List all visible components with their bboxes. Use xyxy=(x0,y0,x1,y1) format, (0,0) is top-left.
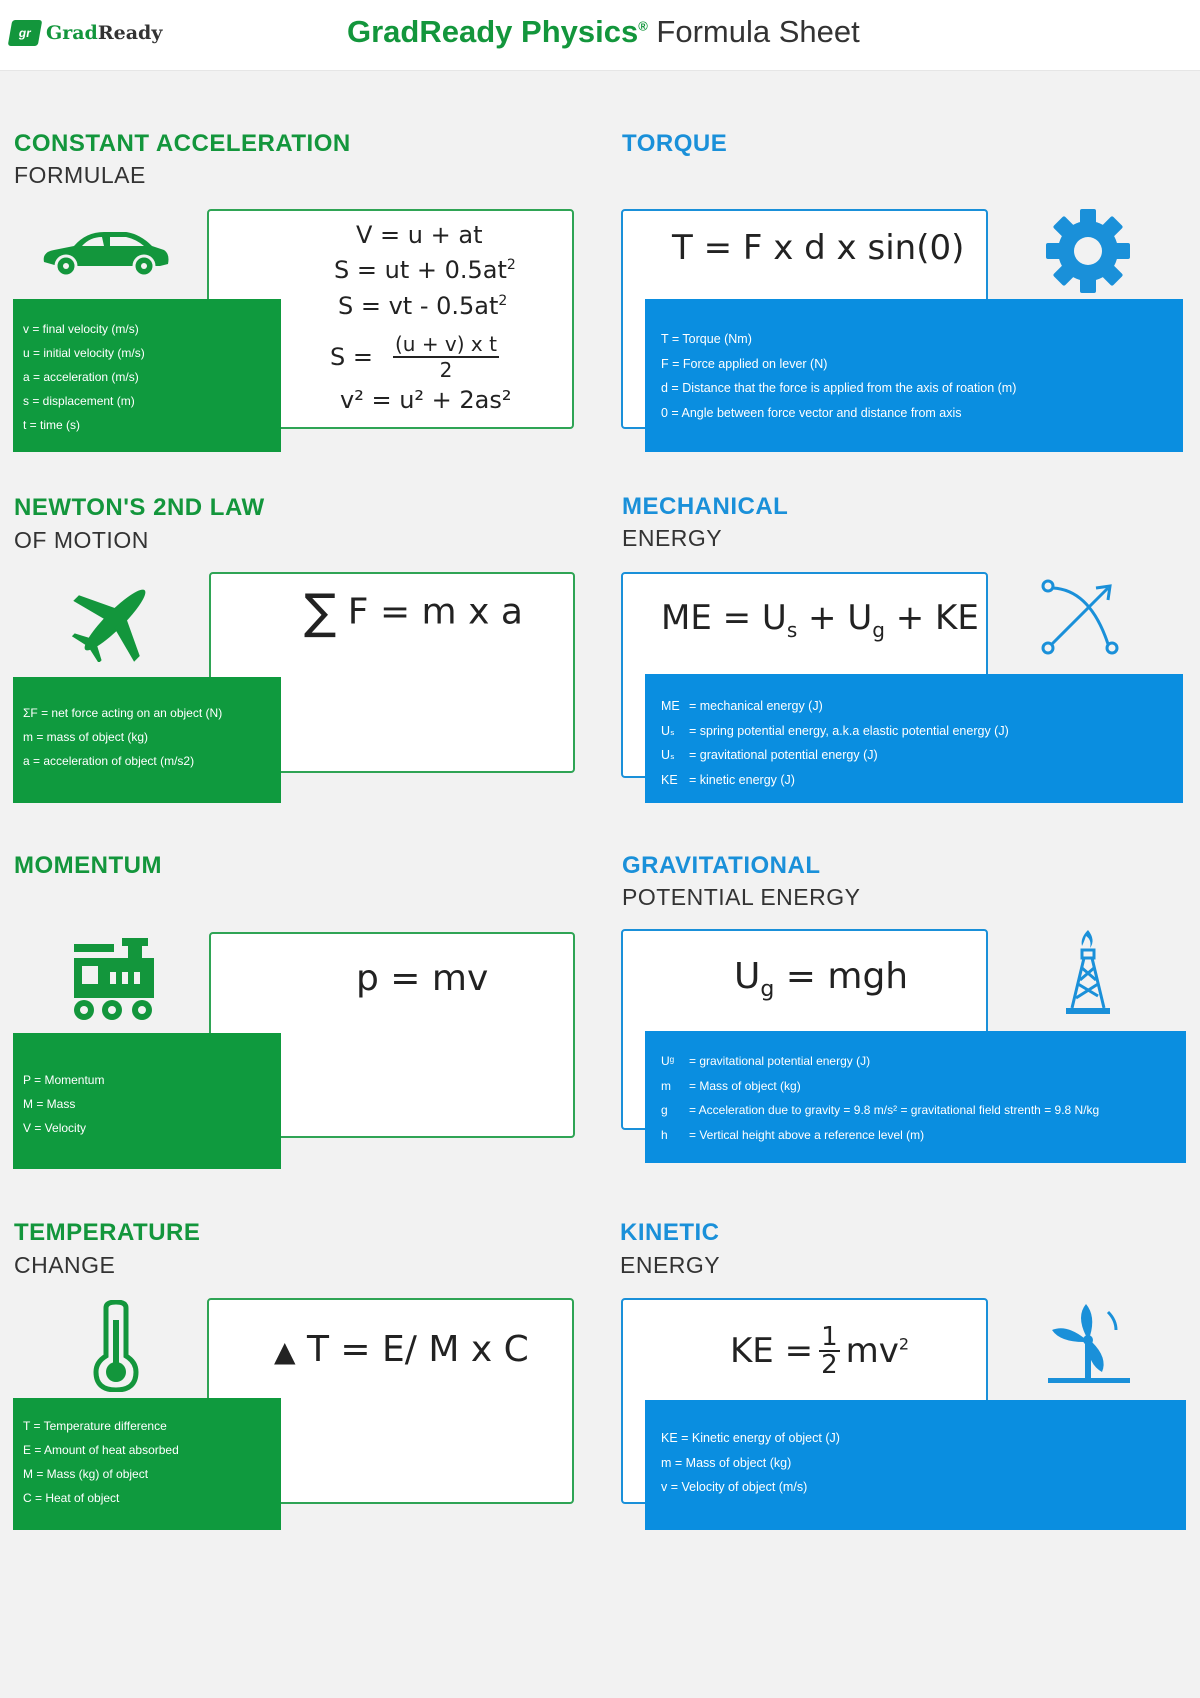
legend-item: Uₛ = gravitational potential energy (J) xyxy=(661,748,878,762)
legend-item: g = Acceleration due to gravity = 9.8 m/s² = gravitational field strenth = 9.8 N/kg xyxy=(661,1103,1100,1117)
section-title-gravitational: GRAVITATIONAL xyxy=(622,852,821,879)
section-title-mechanical: MECHANICAL xyxy=(622,493,789,520)
legend-mechanical xyxy=(645,674,1183,803)
spring-arrow-icon xyxy=(1038,576,1124,658)
section-subtitle-kinetic-energy: ENERGY xyxy=(620,1252,721,1278)
formula-velocity: V = u + at xyxy=(356,221,483,249)
oil-rig-icon xyxy=(1066,928,1110,1018)
legend-item: ΣF = net force acting on an object (N) xyxy=(23,706,223,720)
legend-item: M = Mass (kg) of object xyxy=(23,1467,149,1481)
legend-item: d = Distance that the force is applied from the axis of roation (m) xyxy=(661,381,1017,395)
legend-item: Uᵍ = gravitational potential energy (J) xyxy=(661,1054,871,1068)
airplane-icon xyxy=(70,578,160,662)
formula-momentum: p = mv xyxy=(356,958,489,999)
section-subtitle-energy: ENERGY xyxy=(622,525,723,551)
legend-kinetic xyxy=(645,1400,1186,1530)
wind-turbine-icon xyxy=(1046,1302,1132,1386)
legend-item: a = acceleration of object (m/s2) xyxy=(23,754,195,768)
legend-item: E = Amount of heat absorbed xyxy=(23,1443,179,1457)
section-subtitle-change: CHANGE xyxy=(14,1252,116,1278)
legend-item: h = Vertical height above a reference level (m) xyxy=(661,1127,925,1142)
legend-item: M = Mass xyxy=(23,1097,76,1111)
legend-item: 0 = Angle between force vector and distance from axis xyxy=(661,405,962,420)
legend-constant-acceleration xyxy=(13,299,281,452)
train-icon xyxy=(72,936,158,1022)
legend-item: u = initial velocity (m/s) xyxy=(23,346,145,360)
formula-displacement-average: S = $\frac{\text{(u + v) x t}}{2}$ xyxy=(330,332,497,382)
formula-displacement-ut: S = ut + $0.5at^2$ xyxy=(334,256,516,284)
section-subtitle-potential-energy: POTENTIAL ENERGY xyxy=(622,884,861,910)
legend-item: P = Momentum xyxy=(23,1073,105,1087)
formula-velocity-squared: v² = u² + 2as² xyxy=(340,386,512,414)
legend-gravitational xyxy=(645,1031,1186,1163)
thermometer-icon xyxy=(92,1300,140,1392)
legend-item: V = Velocity xyxy=(23,1121,87,1135)
legend-item: t = time (s) xyxy=(23,418,81,432)
section-subtitle-formulae: FORMULAE xyxy=(14,162,146,188)
section-title-torque: TORQUE xyxy=(622,130,728,157)
section-title-constant-acceleration: CONSTANT ACCELERATION xyxy=(14,130,351,157)
page-header xyxy=(0,0,1200,71)
legend-item: m = Mass of object (kg) xyxy=(661,1455,792,1470)
gear-icon xyxy=(1044,207,1132,295)
legend-item: s = displacement (m) xyxy=(23,394,135,408)
logo-mark: gr xyxy=(8,20,43,46)
legend-item: ME = mechanical energy (J) xyxy=(661,699,823,713)
section-subtitle-of-motion: OF MOTION xyxy=(14,527,149,553)
legend-item: F = Force applied on lever (N) xyxy=(661,356,828,371)
legend-item: KE = kinetic energy (J) xyxy=(661,772,795,787)
section-title-kinetic: KINETIC xyxy=(620,1219,720,1246)
formula-mechanical-energy: ME = $U_s + U_g$ + KE xyxy=(661,598,979,642)
formula-gravitational-pe: $U_g$ = mgh xyxy=(734,956,909,1003)
legend-item: T = Torque (Nm) xyxy=(661,332,752,346)
legend-item: v = final velocity (m/s) xyxy=(23,322,139,336)
car-icon xyxy=(40,226,172,278)
legend-item: a = acceleration (m/s) xyxy=(23,370,139,384)
formula-temperature: ▲ T = E/ M x C xyxy=(274,1329,529,1370)
page-title: GradReady Physics® Formula Sheet xyxy=(347,14,860,49)
formula-newton: ∑ F = m x a xyxy=(304,584,523,640)
formula-kinetic-energy: KE = $\frac{1}{2}$ $mv^2$ xyxy=(730,1322,910,1380)
legend-item: KE = Kinetic energy of object (J) xyxy=(661,1431,840,1445)
formula-torque: T = F x d x sin(0) xyxy=(672,228,965,268)
legend-torque xyxy=(645,299,1183,452)
legend-temperature xyxy=(13,1398,281,1530)
legend-newton xyxy=(13,677,281,803)
legend-item: m = mass of object (kg) xyxy=(23,730,149,744)
formula-displacement-vt: S = vt - $0.5at^2$ xyxy=(338,292,508,320)
section-title-temperature: TEMPERATURE xyxy=(14,1219,201,1246)
legend-item: m = Mass of object (kg) xyxy=(661,1078,801,1093)
section-title-momentum: MOMENTUM xyxy=(14,852,162,879)
legend-item: v = Velocity of object (m/s) xyxy=(661,1480,808,1494)
gradready-logo[interactable] xyxy=(10,20,162,46)
legend-momentum xyxy=(13,1033,281,1169)
section-title-newton: NEWTON'S 2ND LAW xyxy=(14,494,265,521)
legend-item: Uₛ = spring potential energy, a.k.a elastic potential energy (J) xyxy=(661,723,1009,738)
legend-item: C = Heat of object xyxy=(23,1491,120,1505)
logo-text: GradReady xyxy=(46,22,163,44)
legend-item: T = Temperature difference xyxy=(23,1419,167,1433)
